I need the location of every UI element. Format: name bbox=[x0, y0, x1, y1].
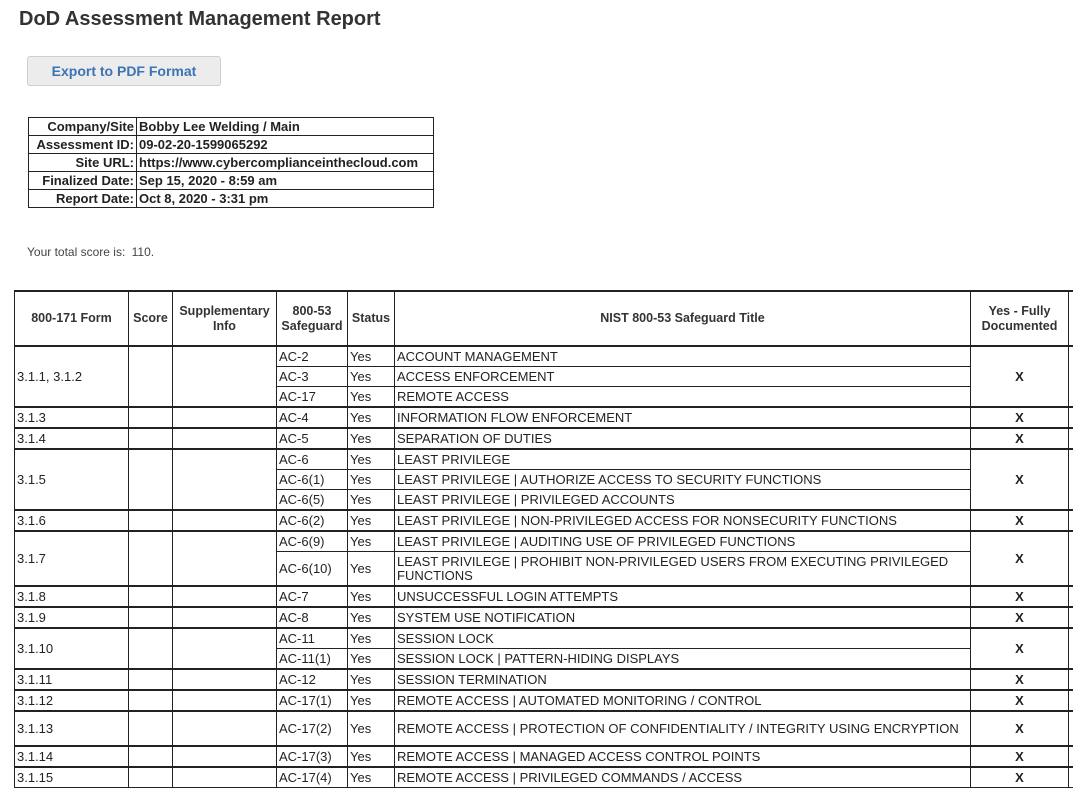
title-cell: UNSUCCESSFUL LOGIN ATTEMPTS bbox=[395, 586, 971, 607]
supplementary-cell bbox=[173, 449, 277, 510]
cutoff-cell bbox=[1069, 746, 1073, 767]
score-cell bbox=[129, 510, 173, 531]
title-cell: LEAST PRIVILEGE | AUDITING USE OF PRIVILEGED FUNCTIONS bbox=[395, 531, 971, 552]
supplementary-cell bbox=[173, 711, 277, 746]
safeguard-cell: AC-17(1) bbox=[277, 690, 348, 711]
safeguard-cell: AC-6(9) bbox=[277, 531, 348, 552]
title-cell: INFORMATION FLOW ENFORCEMENT bbox=[395, 407, 971, 428]
title-cell: ACCESS ENFORCEMENT bbox=[395, 367, 971, 387]
title-cell: LEAST PRIVILEGE | PROHIBIT NON-PRIVILEGED USERS FROM EXECUTING PRIVILEGED FUNCTIONS bbox=[395, 552, 971, 587]
title-cell: SESSION LOCK bbox=[395, 628, 971, 649]
info-key: Finalized Date: bbox=[29, 172, 137, 190]
table-row bbox=[15, 531, 1073, 552]
status-cell: Yes bbox=[348, 531, 395, 552]
supplementary-cell bbox=[173, 407, 277, 428]
score-cell bbox=[129, 346, 173, 407]
table-row bbox=[15, 428, 1073, 449]
form-cell: 3.1.15 bbox=[15, 767, 129, 788]
safeguard-cell: AC-6(2) bbox=[277, 510, 348, 531]
cutoff-cell bbox=[1069, 690, 1073, 711]
score-cell bbox=[129, 531, 173, 586]
form-cell: 3.1.6 bbox=[15, 510, 129, 531]
form-cell: 3.1.11 bbox=[15, 669, 129, 690]
safeguard-cell: AC-17 bbox=[277, 387, 348, 408]
cutoff-cell bbox=[1069, 711, 1073, 746]
title-cell: REMOTE ACCESS | PROTECTION OF CONFIDENTIALITY / INTEGRITY USING ENCRYPTION bbox=[395, 711, 971, 746]
info-key: Assessment ID: bbox=[29, 136, 137, 154]
documented-mark: X bbox=[971, 407, 1069, 428]
form-cell: 3.1.3 bbox=[15, 407, 129, 428]
safeguard-cell: AC-3 bbox=[277, 367, 348, 387]
table-row bbox=[15, 510, 1073, 531]
documented-mark: X bbox=[971, 428, 1069, 449]
safeguard-cell: AC-6(10) bbox=[277, 552, 348, 587]
documented-mark: X bbox=[971, 586, 1069, 607]
info-value: Bobby Lee Welding / Main bbox=[137, 118, 434, 136]
documented-mark: X bbox=[971, 711, 1069, 746]
safeguard-cell: AC-6(5) bbox=[277, 490, 348, 511]
status-cell: Yes bbox=[348, 607, 395, 628]
status-cell: Yes bbox=[348, 367, 395, 387]
score-cell bbox=[129, 711, 173, 746]
status-cell: Yes bbox=[348, 449, 395, 470]
table-row bbox=[15, 669, 1073, 690]
header-cutoff bbox=[1069, 291, 1073, 346]
form-cell: 3.1.12 bbox=[15, 690, 129, 711]
score-cell bbox=[129, 407, 173, 428]
info-row bbox=[29, 136, 434, 154]
status-cell: Yes bbox=[348, 470, 395, 490]
safeguard-cell: AC-6(1) bbox=[277, 470, 348, 490]
table-row bbox=[15, 407, 1073, 428]
form-cell: 3.1.8 bbox=[15, 586, 129, 607]
total-score-label: Your total score is: bbox=[27, 245, 129, 259]
title-cell: REMOTE ACCESS bbox=[395, 387, 971, 408]
header-800-53-safeguard: 800-53 Safeguard bbox=[277, 291, 348, 346]
documented-mark: X bbox=[971, 628, 1069, 669]
safeguard-cell: AC-2 bbox=[277, 346, 348, 367]
title-cell: REMOTE ACCESS | AUTOMATED MONITORING / CONTROL bbox=[395, 690, 971, 711]
safeguard-cell: AC-7 bbox=[277, 586, 348, 607]
cutoff-cell bbox=[1069, 607, 1073, 628]
info-key: Company/Site bbox=[29, 118, 137, 136]
status-cell: Yes bbox=[348, 346, 395, 367]
form-cell: 3.1.9 bbox=[15, 607, 129, 628]
cutoff-cell bbox=[1069, 767, 1073, 788]
safeguard-cell: AC-11(1) bbox=[277, 649, 348, 670]
table-row bbox=[15, 767, 1073, 788]
info-key: Report Date: bbox=[29, 190, 137, 208]
table-row bbox=[15, 449, 1073, 470]
form-cell: 3.1.7 bbox=[15, 531, 129, 586]
total-score-value: 110. bbox=[131, 245, 155, 259]
supplementary-cell bbox=[173, 669, 277, 690]
supplementary-cell bbox=[173, 428, 277, 449]
table-row bbox=[15, 711, 1073, 746]
title-cell: SEPARATION OF DUTIES bbox=[395, 428, 971, 449]
status-cell: Yes bbox=[348, 649, 395, 670]
documented-mark: X bbox=[971, 607, 1069, 628]
cutoff-cell bbox=[1069, 407, 1073, 428]
score-cell bbox=[129, 449, 173, 510]
table-row bbox=[15, 690, 1073, 711]
cutoff-cell bbox=[1069, 510, 1073, 531]
documented-mark: X bbox=[971, 346, 1069, 407]
supplementary-cell bbox=[173, 607, 277, 628]
score-cell bbox=[129, 669, 173, 690]
status-cell: Yes bbox=[348, 490, 395, 511]
form-cell: 3.1.14 bbox=[15, 746, 129, 767]
form-cell: 3.1.13 bbox=[15, 711, 129, 746]
cutoff-cell bbox=[1069, 449, 1073, 510]
header-supplementary-info: Supplementary Info bbox=[173, 291, 277, 346]
supplementary-cell bbox=[173, 531, 277, 586]
status-cell: Yes bbox=[348, 767, 395, 788]
score-cell bbox=[129, 428, 173, 449]
table-row bbox=[15, 346, 1073, 367]
header-fully-documented: Yes - Fully Documented bbox=[971, 291, 1069, 346]
safeguard-cell: AC-4 bbox=[277, 407, 348, 428]
status-cell: Yes bbox=[348, 669, 395, 690]
info-key: Site URL: bbox=[29, 154, 137, 172]
form-cell: 3.1.4 bbox=[15, 428, 129, 449]
cutoff-cell bbox=[1069, 428, 1073, 449]
info-value: Sep 15, 2020 - 8:59 am bbox=[137, 172, 434, 190]
table-row bbox=[15, 586, 1073, 607]
info-row bbox=[29, 154, 434, 172]
export-pdf-button[interactable]: Export to PDF Format bbox=[27, 56, 221, 86]
score-cell bbox=[129, 746, 173, 767]
score-cell bbox=[129, 690, 173, 711]
safeguard-cell: AC-12 bbox=[277, 669, 348, 690]
supplementary-cell bbox=[173, 746, 277, 767]
status-cell: Yes bbox=[348, 510, 395, 531]
table-row bbox=[15, 746, 1073, 767]
safeguard-table bbox=[14, 290, 1073, 788]
form-cell: 3.1.1, 3.1.2 bbox=[15, 346, 129, 407]
title-cell: LEAST PRIVILEGE | AUTHORIZE ACCESS TO SECURITY FUNCTIONS bbox=[395, 470, 971, 490]
cutoff-cell bbox=[1069, 531, 1073, 586]
title-cell: ACCOUNT MANAGEMENT bbox=[395, 346, 971, 367]
cutoff-cell bbox=[1069, 628, 1073, 669]
score-cell bbox=[129, 607, 173, 628]
documented-mark: X bbox=[971, 746, 1069, 767]
documented-mark: X bbox=[971, 510, 1069, 531]
safeguard-cell: AC-17(4) bbox=[277, 767, 348, 788]
title-cell: SESSION LOCK | PATTERN-HIDING DISPLAYS bbox=[395, 649, 971, 670]
documented-mark: X bbox=[971, 690, 1069, 711]
documented-mark: X bbox=[971, 449, 1069, 510]
info-row bbox=[29, 172, 434, 190]
status-cell: Yes bbox=[348, 387, 395, 408]
documented-mark: X bbox=[971, 669, 1069, 690]
title-cell: REMOTE ACCESS | MANAGED ACCESS CONTROL POINTS bbox=[395, 746, 971, 767]
header-800-171-form: 800-171 Form bbox=[15, 291, 129, 346]
supplementary-cell bbox=[173, 346, 277, 407]
table-row bbox=[15, 628, 1073, 649]
cutoff-cell bbox=[1069, 669, 1073, 690]
page-title: DoD Assessment Management Report bbox=[19, 8, 381, 30]
status-cell: Yes bbox=[348, 711, 395, 746]
status-cell: Yes bbox=[348, 690, 395, 711]
supplementary-cell bbox=[173, 767, 277, 788]
status-cell: Yes bbox=[348, 407, 395, 428]
assessment-info-table bbox=[28, 117, 434, 208]
score-cell bbox=[129, 628, 173, 669]
info-value: Oct 8, 2020 - 3:31 pm bbox=[137, 190, 434, 208]
title-cell: LEAST PRIVILEGE bbox=[395, 449, 971, 470]
status-cell: Yes bbox=[348, 586, 395, 607]
safeguard-cell: AC-11 bbox=[277, 628, 348, 649]
form-cell: 3.1.5 bbox=[15, 449, 129, 510]
title-cell: SESSION TERMINATION bbox=[395, 669, 971, 690]
form-cell: 3.1.10 bbox=[15, 628, 129, 669]
safeguard-cell: AC-17(3) bbox=[277, 746, 348, 767]
status-cell: Yes bbox=[348, 552, 395, 587]
documented-mark: X bbox=[971, 531, 1069, 586]
supplementary-cell bbox=[173, 628, 277, 669]
info-row bbox=[29, 118, 434, 136]
safeguard-cell: AC-6 bbox=[277, 449, 348, 470]
supplementary-cell bbox=[173, 586, 277, 607]
safeguard-cell: AC-8 bbox=[277, 607, 348, 628]
documented-mark: X bbox=[971, 767, 1069, 788]
title-cell: SYSTEM USE NOTIFICATION bbox=[395, 607, 971, 628]
score-cell bbox=[129, 586, 173, 607]
cutoff-cell bbox=[1069, 586, 1073, 607]
info-value: https://www.cybercomplianceinthecloud.com bbox=[137, 154, 434, 172]
cutoff-cell bbox=[1069, 346, 1073, 407]
safeguard-cell: AC-5 bbox=[277, 428, 348, 449]
header-status: Status bbox=[348, 291, 395, 346]
title-cell: REMOTE ACCESS | PRIVILEGED COMMANDS / ACCESS bbox=[395, 767, 971, 788]
header-safeguard-title: NIST 800-53 Safeguard Title bbox=[395, 291, 971, 346]
table-row bbox=[15, 607, 1073, 628]
status-cell: Yes bbox=[348, 746, 395, 767]
safeguard-cell: AC-17(2) bbox=[277, 711, 348, 746]
status-cell: Yes bbox=[348, 628, 395, 649]
total-score bbox=[27, 245, 154, 259]
title-cell: LEAST PRIVILEGE | NON-PRIVILEGED ACCESS FOR NONSECURITY FUNCTIONS bbox=[395, 510, 971, 531]
info-row bbox=[29, 190, 434, 208]
score-cell bbox=[129, 767, 173, 788]
header-score: Score bbox=[129, 291, 173, 346]
info-value: 09-02-20-1599065292 bbox=[137, 136, 434, 154]
supplementary-cell bbox=[173, 690, 277, 711]
status-cell: Yes bbox=[348, 428, 395, 449]
supplementary-cell bbox=[173, 510, 277, 531]
title-cell: LEAST PRIVILEGE | PRIVILEGED ACCOUNTS bbox=[395, 490, 971, 511]
